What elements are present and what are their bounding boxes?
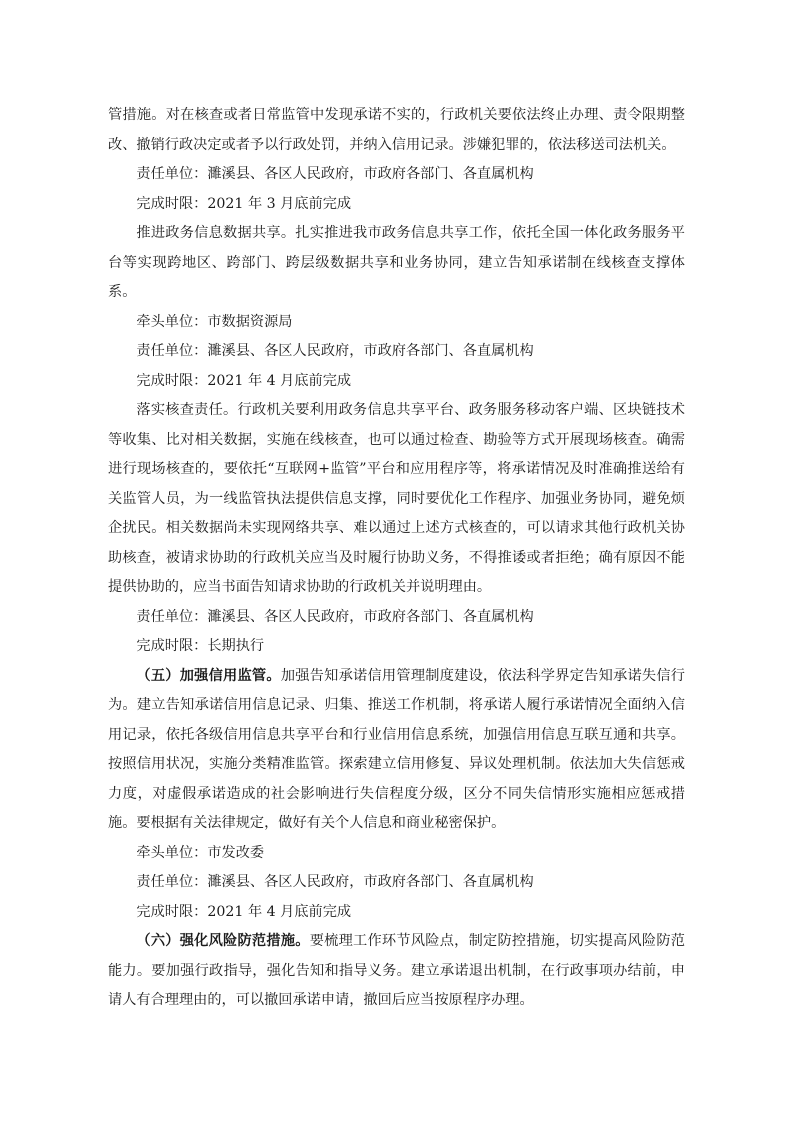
section-five-body: 加强告知承诺信用管理制度建设，依法科学界定告知承诺失信行为。建立告知承诺信用信息记录、归集、推送工作机制，将承诺人履行承诺情况全面纳入信用记录，依托各级信用信息共享平台和行业信用信息系统，加强信用信息互联互通和共享。按照信用状况，实施分类精准监管。探索建立信用修复、异议处理机制。依法加大失信惩戒力度，对虚假承诺造成的社会影响进行失信程度分级，区分不同失信情形实施相应惩戒措施。要根据有关法律规定，做好有关个人信息和商业秘密保护。	[108, 667, 685, 831]
responsible-unit-2: 责任单位：濉溪县、各区人民政府，市政府各部门、各直属机构	[136, 343, 534, 359]
paragraph-data-sharing: 推进政务信息数据共享。扎实推进我市政务信息共享工作，依托全国一体化政务服务平台等实现跨地区、跨部门、跨层级数据共享和业务协同，建立告知承诺制在线核查支撑体系。	[108, 225, 685, 300]
responsible-unit-4: 责任单位：濉溪县、各区人民政府，市政府各部门、各直属机构	[136, 874, 534, 890]
lead-unit-2: 牵头单位：市发改委	[136, 844, 265, 861]
responsible-unit-1: 责任单位：濉溪县、各区人民政府，市政府各部门、各直属机构	[136, 166, 534, 182]
paragraph-verification: 落实核查责任。行政机关要利用政务信息共享平台、政务服务移动客户端、区块链技术等收集、比对相关数据，实施在线核查，也可以通过检查、勘验等方式开展现场核查。确需进行现场核查的，要依托“互联网+监管”平台和应用程序等，将承诺情况及时准确推送给有关监管人员，为一线监管执法提供信息支撑，同时要优化工作程序、加强业务协同，避免烦企扰民。相关数据尚未实现网络共享、难以通过上述方式核查的，可以请求其他行政机关协助核查，被请求协助的行政机关应当及时履行协助义务，不得推诿或者拒绝；确有原因不能提供协助的，应当书面告知请求协助的行政机关并说明理由。	[108, 402, 685, 595]
deadline-2: 完成时限：2021 年 4 月底前完成	[136, 372, 352, 389]
paragraph-continuation: 管措施。对在核查或者日常监管中发现承诺不实的，行政机关要依法终止办理、责令限期整改、撤销行政决定或者予以行政处罚，并纳入信用记录。涉嫌犯罪的，依法移送司法机关。	[108, 107, 685, 153]
deadline-4: 完成时限：2021 年 4 月底前完成	[136, 903, 352, 920]
section-six-heading: （六）强化风险防范措施。	[136, 933, 310, 949]
section-five	[108, 662, 685, 839]
section-six	[108, 927, 685, 1016]
responsible-unit-3: 责任单位：濉溪县、各区人民政府，市政府各部门、各直属机构	[136, 608, 534, 625]
lead-unit-1: 牵头单位：市数据资源局	[136, 313, 293, 330]
section-five-heading: （五）加强信用监管。	[136, 667, 281, 684]
deadline-1: 完成时限：2021 年 3 月底前完成	[136, 195, 352, 212]
deadline-3: 完成时限：长期执行	[136, 638, 265, 654]
section-six-body: 要梳理工作环节风险点，制定防控措施，切实提高风险防范能力。要加强行政指导，强化告知和指导义务。建立承诺退出机制，在行政事项办结前，申请人有合理理由的，可以撤回承诺申请，撤回后应当按原程序办理。	[108, 933, 685, 1008]
